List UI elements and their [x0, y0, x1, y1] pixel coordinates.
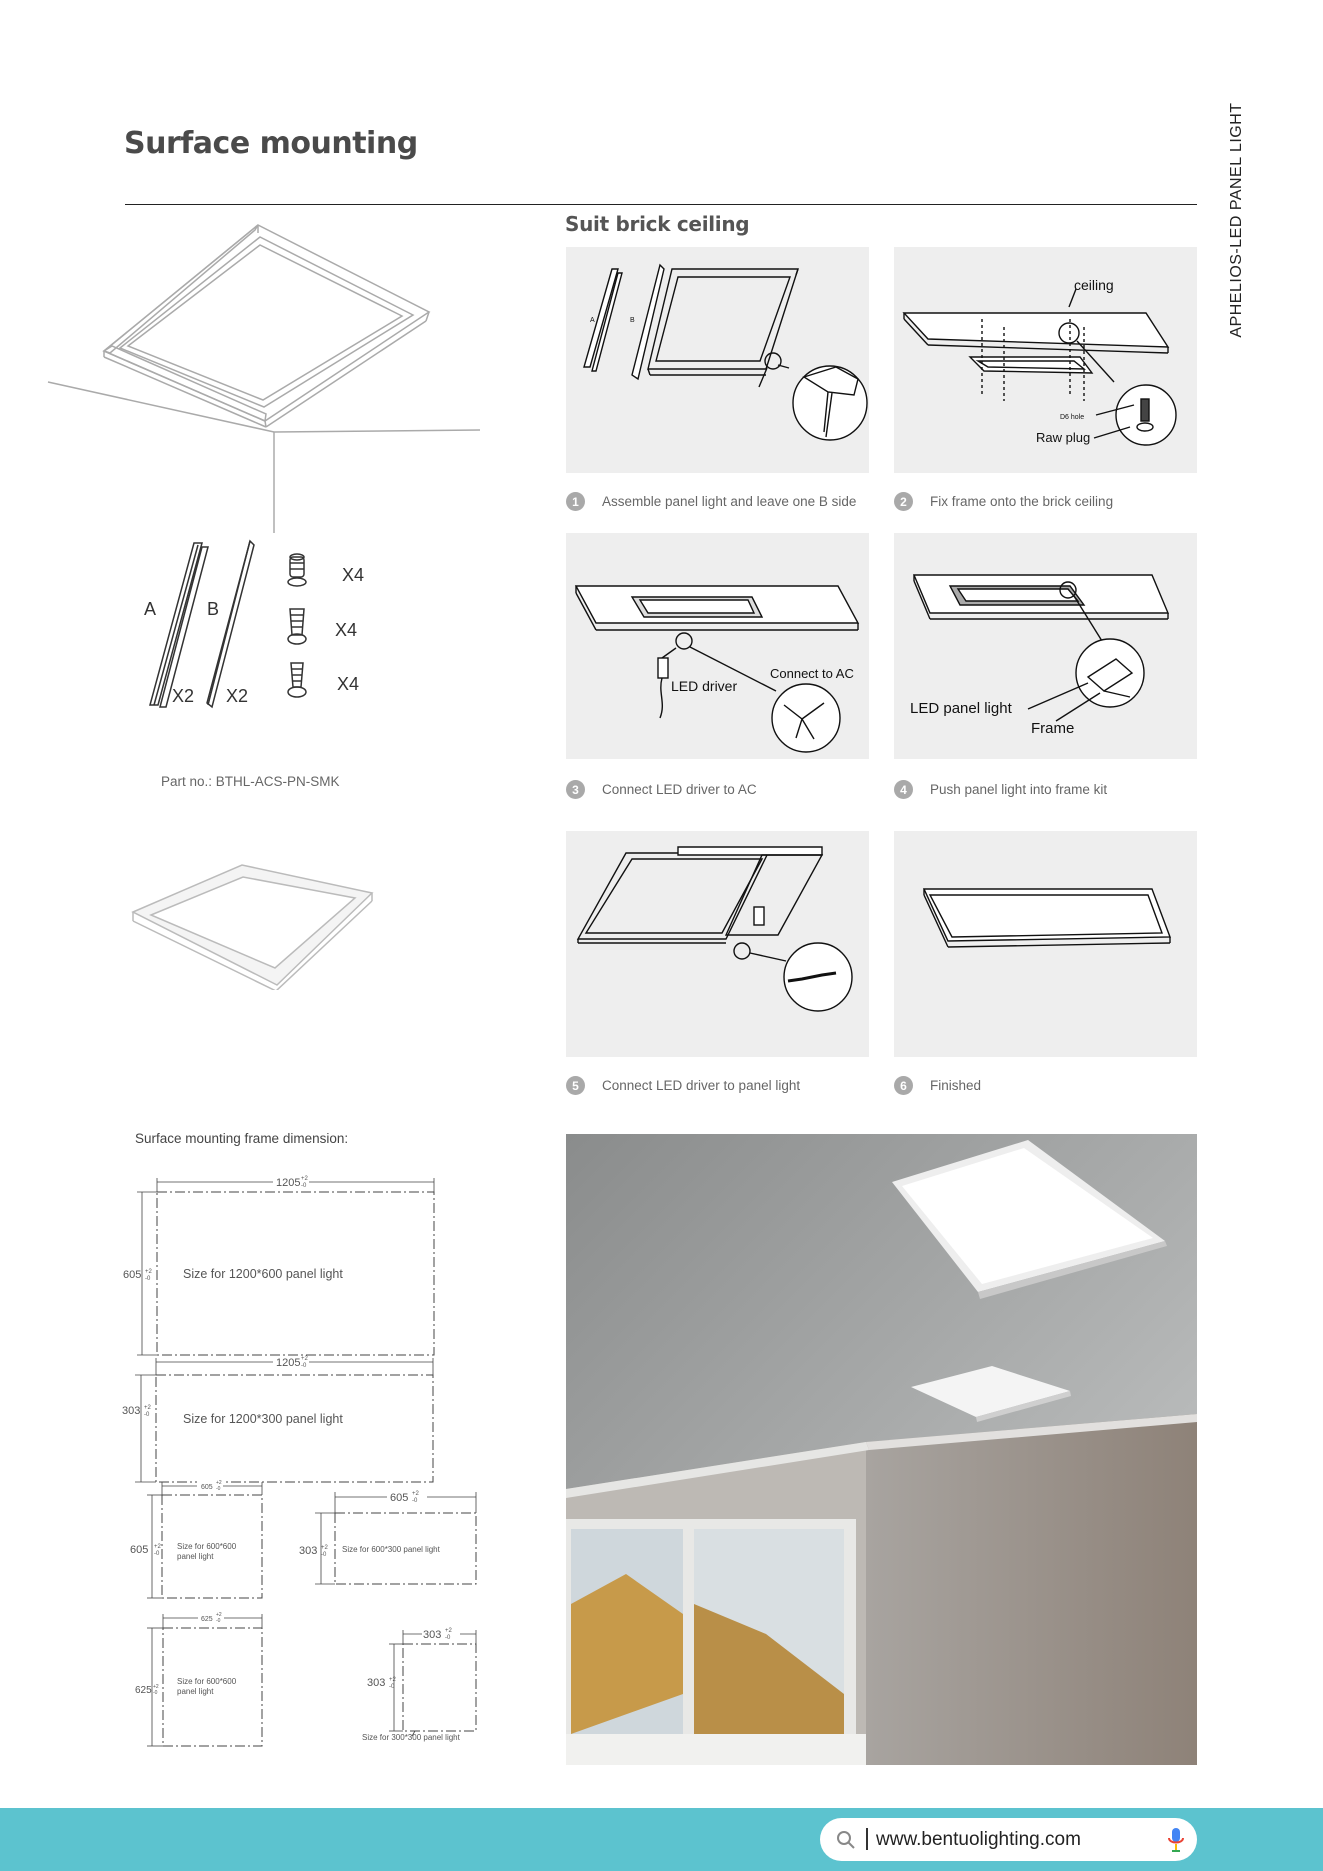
svg-text:-0: -0 [153, 1690, 158, 1696]
svg-text:-0: -0 [389, 1684, 395, 1690]
svg-text:Connect to AC: Connect to AC [770, 666, 854, 681]
svg-text:panel light: panel light [177, 1687, 214, 1696]
part-b-qty: X2 [226, 686, 249, 706]
part-number: Part no.: BTHL-ACS-PN-SMK [161, 774, 340, 789]
screw2-qty: X4 [335, 620, 358, 640]
svg-text:+2: +2 [153, 1684, 159, 1690]
svg-text:-0: -0 [154, 1551, 160, 1557]
screw-1 [288, 554, 306, 586]
step-1-illustration [566, 247, 869, 473]
screw1-qty: X4 [342, 565, 365, 585]
svg-text:1205: 1205 [276, 1177, 301, 1189]
svg-text:+2: +2 [216, 1612, 222, 1618]
svg-text:-0: -0 [301, 1183, 307, 1189]
part-b-label: B [207, 599, 220, 619]
svg-text:625: 625 [201, 1616, 213, 1623]
svg-text:+2: +2 [301, 1176, 308, 1182]
step-5-illustration [566, 831, 869, 1057]
screw3-qty: X4 [337, 674, 360, 694]
microphone-icon[interactable] [1166, 1826, 1186, 1854]
svg-text:605: 605 [123, 1269, 142, 1281]
svg-text:303: 303 [299, 1545, 318, 1557]
frame-kit-illustration [125, 855, 380, 990]
svg-text:-0: -0 [145, 1276, 151, 1282]
svg-text:303: 303 [367, 1677, 386, 1689]
screw-3 [288, 663, 306, 697]
part-a-qty: X2 [172, 686, 195, 706]
svg-text:-0: -0 [321, 1552, 327, 1558]
website-url[interactable]: www.bentuolighting.com [876, 1829, 1081, 1850]
svg-text:605: 605 [130, 1544, 149, 1556]
svg-text:605: 605 [390, 1492, 409, 1504]
svg-text:-0: -0 [445, 1635, 451, 1641]
svg-text:+2: +2 [216, 1480, 222, 1486]
svg-text:ceiling: ceiling [1074, 277, 1114, 293]
step-2-caption: 2 Fix frame onto the brick ceiling [894, 492, 1113, 511]
kit-parts-illustration [130, 535, 390, 715]
title-divider [125, 204, 1197, 205]
svg-text:+2: +2 [389, 1677, 396, 1683]
svg-text:D6 hole: D6 hole [1060, 414, 1085, 421]
svg-text:Size for 600*600: Size for 600*600 [177, 1542, 237, 1551]
svg-text:Size for 600*600: Size for 600*600 [177, 1677, 237, 1686]
section-subtitle: Suit brick ceiling [565, 212, 750, 236]
svg-text:Raw plug: Raw plug [1036, 430, 1091, 445]
step-number: 3 [566, 780, 585, 799]
step-number: 2 [894, 492, 913, 511]
step-1-caption: 1 Assemble panel light and leave one B side [566, 492, 856, 511]
svg-text:panel light: panel light [177, 1552, 214, 1561]
step-6-caption: 6 Finished [894, 1076, 981, 1095]
step-number: 4 [894, 780, 913, 799]
svg-text:-0: -0 [412, 1498, 418, 1504]
part-a-label: A [144, 599, 157, 619]
step-4-illustration [894, 533, 1197, 759]
step-number: 6 [894, 1076, 913, 1095]
svg-text:Size for 600*300 panel light: Size for 600*300 panel light [342, 1545, 440, 1554]
svg-text:1205: 1205 [276, 1357, 301, 1369]
svg-text:+2: +2 [412, 1491, 419, 1497]
svg-text:+2: +2 [145, 1269, 152, 1275]
svg-text:-0: -0 [216, 1486, 221, 1492]
svg-text:LED panel light: LED panel light [910, 700, 1012, 717]
svg-text:303: 303 [122, 1405, 141, 1417]
svg-text:+2: +2 [301, 1356, 308, 1362]
svg-text:+2: +2 [445, 1628, 452, 1634]
svg-text:+2: +2 [321, 1545, 328, 1551]
search-icon [835, 1829, 857, 1851]
svg-text:Size for 1200*300 panel light: Size for 1200*300 panel light [183, 1412, 343, 1426]
svg-text:625: 625 [135, 1685, 152, 1696]
step-3-caption: 3 Connect LED driver to AC [566, 780, 757, 799]
installation-photo [566, 1134, 1197, 1765]
svg-text:B: B [630, 317, 635, 324]
text-cursor [866, 1828, 868, 1850]
svg-text:-0: -0 [144, 1412, 150, 1418]
page-title: Surface mounting [124, 126, 418, 161]
svg-text:-0: -0 [216, 1618, 221, 1624]
svg-text:605: 605 [201, 1484, 213, 1491]
svg-text:A: A [590, 317, 595, 324]
step-6-illustration [894, 831, 1197, 1057]
step-number: 5 [566, 1076, 585, 1095]
step-number: 1 [566, 492, 585, 511]
step-4-caption: 4 Push panel light into frame kit [894, 780, 1107, 799]
dimension-drawings [115, 1170, 495, 1750]
svg-text:303: 303 [423, 1629, 442, 1641]
step-2-illustration [894, 247, 1197, 473]
surface-mount-illustration [40, 215, 490, 535]
svg-text:LED driver: LED driver [671, 678, 738, 694]
step-3-illustration [566, 533, 869, 759]
side-product-label: APHELIOS-LED PANEL LIGHT [1228, 102, 1245, 338]
svg-text:-0: -0 [301, 1363, 307, 1369]
svg-text:+2: +2 [154, 1544, 161, 1550]
svg-text:+2: +2 [144, 1405, 151, 1411]
dimension-title: Surface mounting frame dimension: [135, 1131, 349, 1146]
svg-text:Size for 300*300 panel light: Size for 300*300 panel light [362, 1733, 460, 1742]
screw-2 [288, 609, 306, 644]
step-5-caption: 5 Connect LED driver to panel light [566, 1076, 800, 1095]
svg-text:Frame: Frame [1031, 720, 1075, 737]
svg-text:Size for 1200*600 panel light: Size for 1200*600 panel light [183, 1267, 343, 1281]
